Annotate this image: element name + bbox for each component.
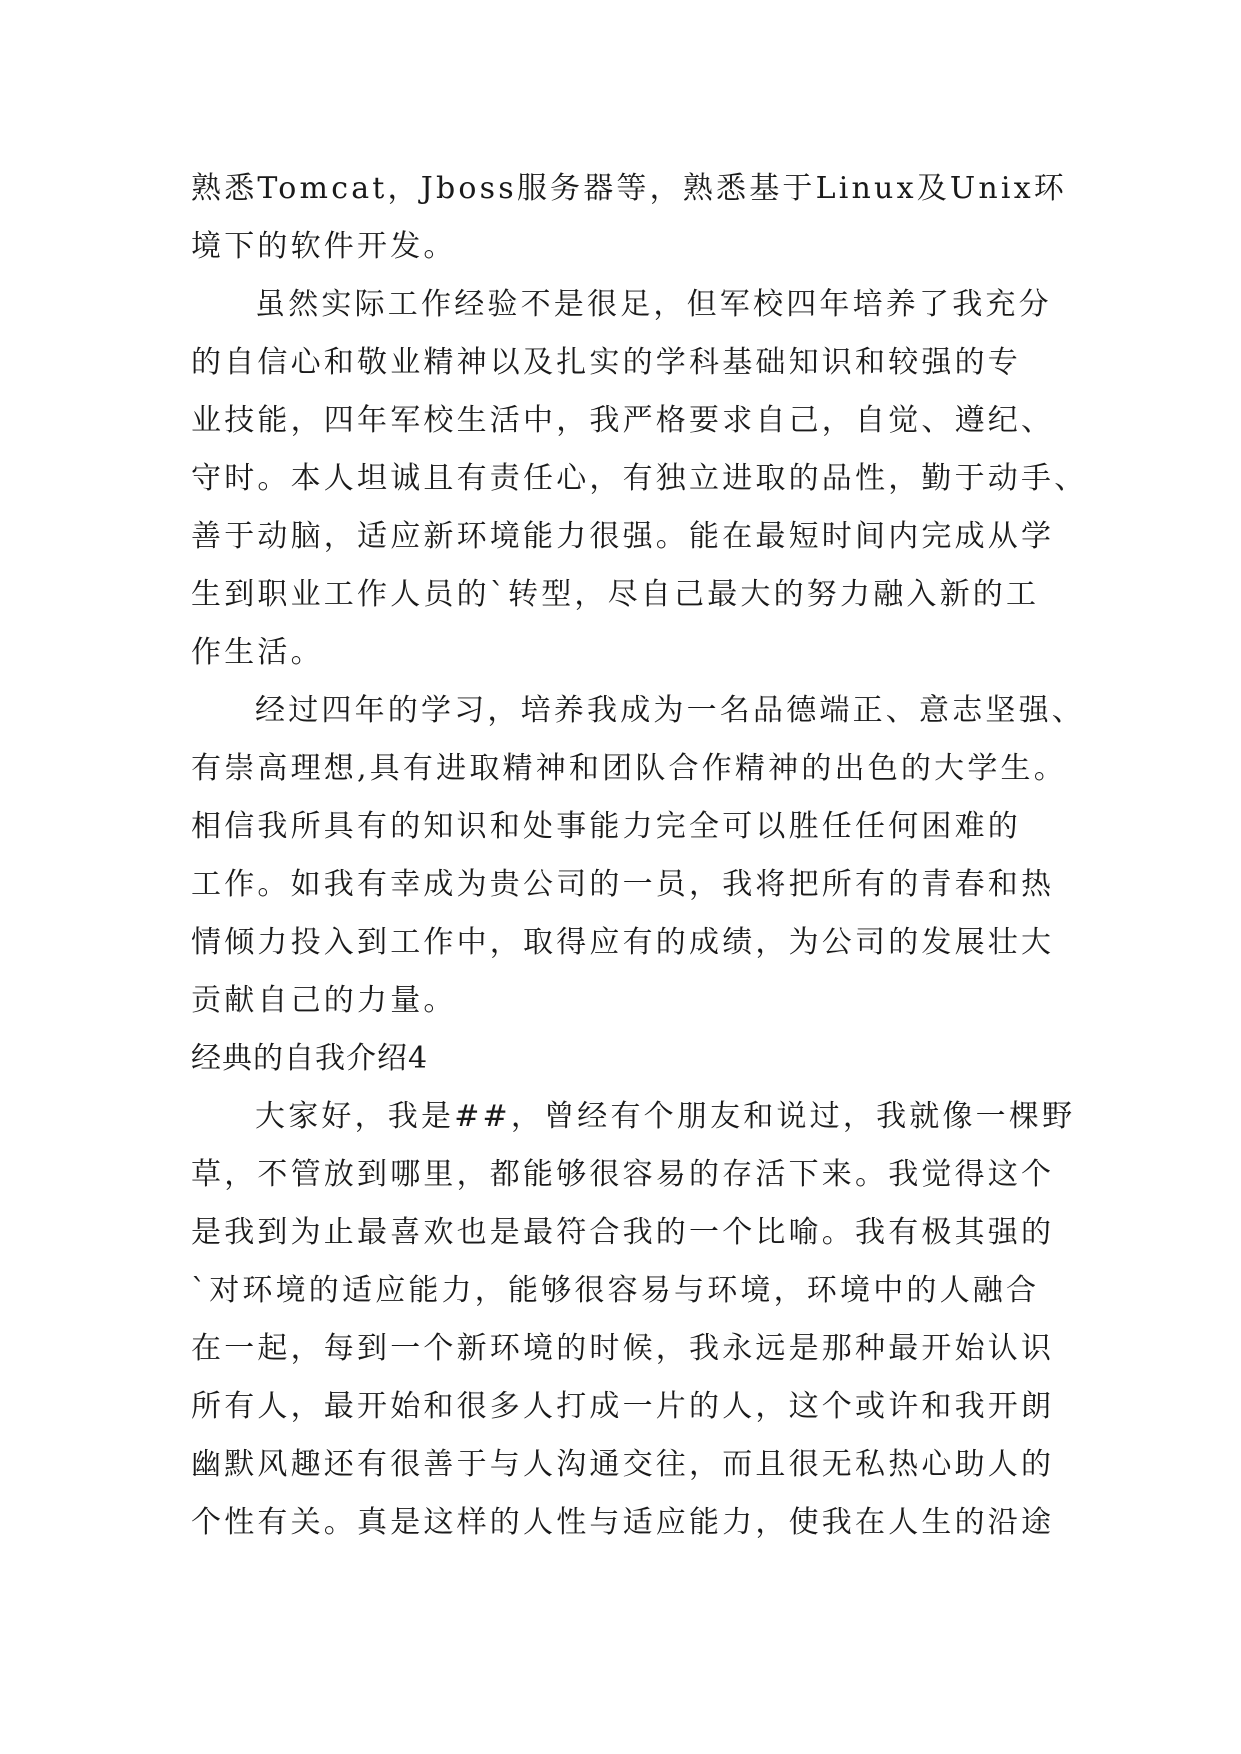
text-line: 生到职业工作人员的`转型，尽自己最大的努力融入新的工 [191, 577, 1040, 612]
section-heading: 经典的自我介绍4 [191, 1041, 429, 1076]
text-line: 在一起，每到一个新环境的时候，我永远是那种最开始认识 [191, 1331, 1055, 1366]
text-line: 所有人，最开始和很多人打成一片的人，这个或许和我开朗 [191, 1389, 1055, 1424]
text-line: 个性有关。真是这样的人性与适应能力，使我在人生的沿途 [191, 1505, 1055, 1540]
text-line: 草，不管放到哪里，都能够很容易的存活下来。我觉得这个 [191, 1157, 1055, 1192]
paragraph-first-line: 虽然实际工作经验不是很足，但军校四年培养了我充分 [255, 287, 1052, 322]
text-line: 有崇高理想,具有进取精神和团队合作精神的出色的大学生。 [191, 751, 1067, 786]
text-line: 作生活。 [191, 635, 324, 670]
text-line: 幽默风趣还有很善于与人沟通交往，而且很无私热心助人的 [191, 1447, 1055, 1482]
paragraph-first-line: 经过四年的学习，培养我成为一名品德端正、意志坚强、 [255, 693, 1085, 728]
text-line: 熟悉Tomcat，Jboss服务器等，熟悉基于Linux及Unix环 [191, 171, 1068, 206]
text-line: 守时。本人坦诚且有责任心，有独立进取的品性，勤于动手、 [191, 461, 1088, 496]
text-line: `对环境的适应能力，能够很容易与环境，环境中的人融合 [191, 1273, 1040, 1308]
text-line: 善于动脑，适应新环境能力很强。能在最短时间内完成从学 [191, 519, 1055, 554]
text-line: 是我到为止最喜欢也是最符合我的一个比喻。我有极其强的 [191, 1215, 1055, 1250]
text-line: 贡献自己的力量。 [191, 983, 457, 1018]
document-body [191, 160, 1088, 1552]
text-line: 情倾力投入到工作中，取得应有的成绩，为公司的发展壮大 [191, 925, 1055, 960]
text-line: 相信我所具有的知识和处事能力完全可以胜任任何困难的 [191, 809, 1021, 844]
paragraph-first-line: 大家好，我是##，曾经有个朋友和说过，我就像一棵野 [255, 1099, 1076, 1134]
text-line: 境下的软件开发。 [191, 229, 457, 264]
text-line: 工作。如我有幸成为贵公司的一员，我将把所有的青春和热 [191, 867, 1055, 902]
text-line: 业技能，四年军校生活中，我严格要求自己，自觉、遵纪、 [191, 403, 1055, 438]
text-line: 的自信心和敬业精神以及扎实的学科基础知识和较强的专 [191, 345, 1021, 380]
